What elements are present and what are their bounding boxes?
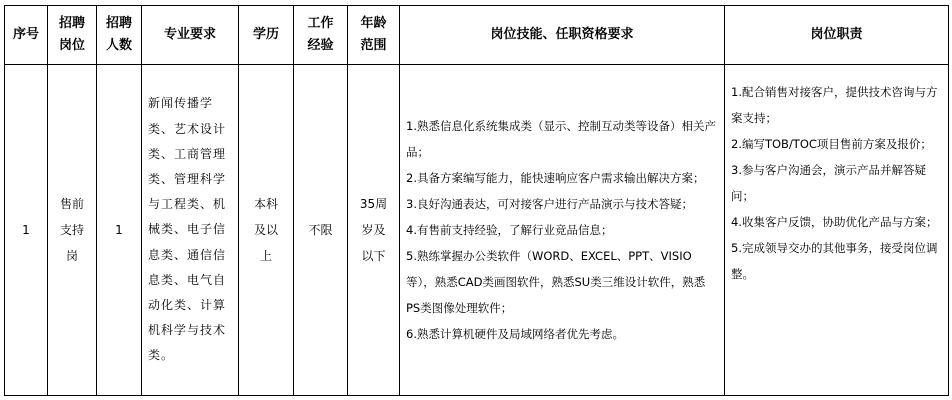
cell-age: 35周岁及以下	[348, 65, 400, 396]
list-item: 1.配合销售对接客户，提供技术咨询与方案支持；	[731, 85, 938, 125]
list-item: 4.收集客户反馈，协助优化产品与方案；	[731, 215, 938, 229]
header-position: 招聘岗位	[48, 6, 97, 65]
list-item: 3.良好沟通表达，可对接客户进行产品演示与技术答疑；	[406, 197, 693, 211]
cell-experience: 不限	[294, 65, 348, 396]
header-row	[5, 6, 949, 65]
cell-skills	[400, 65, 725, 396]
cell-position: 售前支持岗	[48, 65, 97, 396]
list-item: 6.熟悉计算机硬件及局域网络者优先考虑。	[406, 327, 624, 341]
list-item: 5.完成领导交办的其他事务，接受岗位调整。	[731, 241, 938, 281]
header-age: 年龄范围	[348, 6, 400, 65]
recruitment-table	[4, 5, 949, 396]
header-major: 专业要求	[142, 6, 239, 65]
header-seq: 序号	[5, 6, 48, 65]
header-duties: 岗位职责	[725, 6, 949, 65]
list-item: 5.熟练掌握办公类软件（WORD、EXCEL、PPT、VISIO等），熟悉CAD类画图软件，熟悉SU类三维设计软件，熟悉PS类图像处理软件；	[406, 249, 706, 315]
header-count: 招聘人数	[97, 6, 142, 65]
header-education: 学历	[239, 6, 294, 65]
header-skills: 岗位技能、任职资格要求	[400, 6, 725, 65]
duties-list	[725, 79, 948, 287]
list-item: 2.具备方案编写能力，能快速响应客户需求输出解决方案；	[406, 171, 705, 185]
cell-count: 1	[97, 65, 142, 396]
list-item: 3.参与客户沟通会，演示产品并解答疑问；	[731, 163, 926, 203]
list-item: 4.有售前支持经验，了解行业竞品信息；	[406, 223, 613, 237]
cell-major: 新闻传播学类、艺术设计类、工商管理类、管理科学与工程类、机械类、电子信息类、通信信息类、电气自动化类、计算机科学与技术类。	[142, 65, 239, 396]
cell-duties	[725, 65, 949, 396]
cell-education: 本科及以上	[239, 65, 294, 396]
cell-seq: 1	[5, 65, 48, 396]
skills-list	[400, 113, 724, 347]
list-item: 2.编写TOB/TOC项目售前方案及报价；	[731, 137, 932, 151]
list-item: 1.熟悉信息化系统集成类（显示、控制互动类等设备）相关产品；	[406, 119, 716, 159]
table-row	[5, 65, 949, 396]
header-experience: 工作经验	[294, 6, 348, 65]
